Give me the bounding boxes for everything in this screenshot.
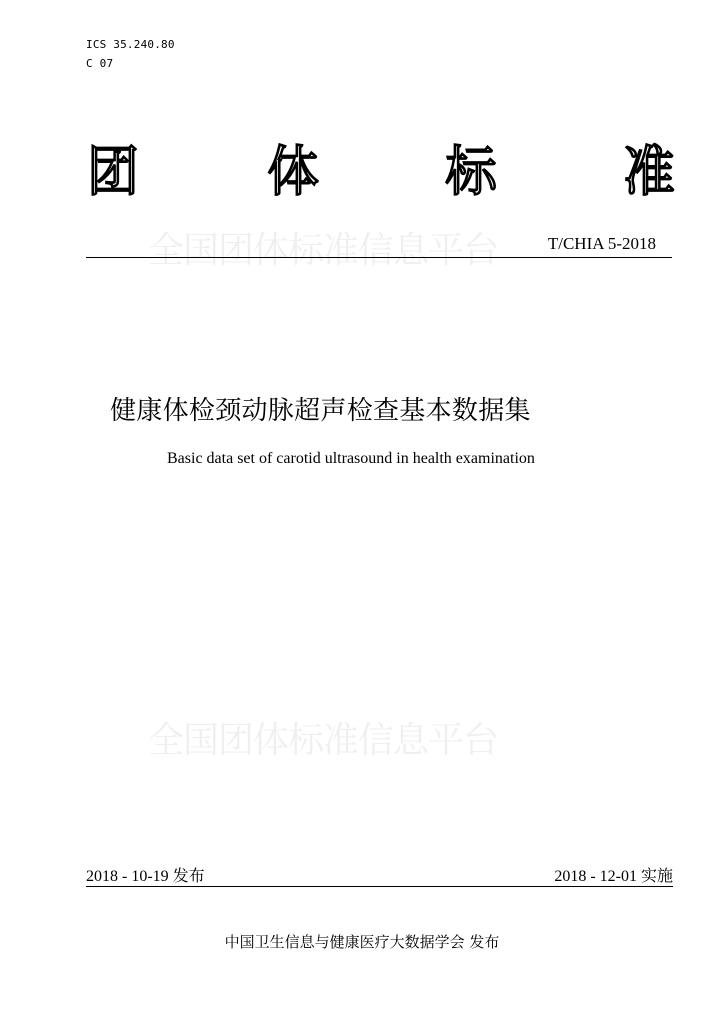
ics-code: ICS 35.240.80 [86,38,175,51]
watermark-upper: 全国团体标准信息平台 [148,230,499,271]
doc-type-char-3: 标 [445,140,497,203]
implementation-date: 2018 - 12-01 实施 [554,868,673,885]
publisher: 中国卫生信息与健康医疗大数据学会 发布 [224,933,500,951]
watermark-lower: 全国团体标准信息平台 [148,720,499,761]
doc-type-char-2: 体 [267,140,319,203]
footer-rule [86,886,673,887]
ccs-code: C 07 [86,57,114,70]
title-english: Basic data set of carotid ultrasound in health examination [167,450,535,467]
doc-type-char-4: 准 [623,140,675,203]
doc-type-char-1: 团 [87,140,139,203]
standard-number: T/CHIA 5-2018 [547,234,656,253]
header-rule [86,257,672,258]
title-chinese: 健康体检颈动脉超声检查基本数据集 [110,396,531,426]
publish-date: 2018 - 10-19 发布 [86,868,205,885]
